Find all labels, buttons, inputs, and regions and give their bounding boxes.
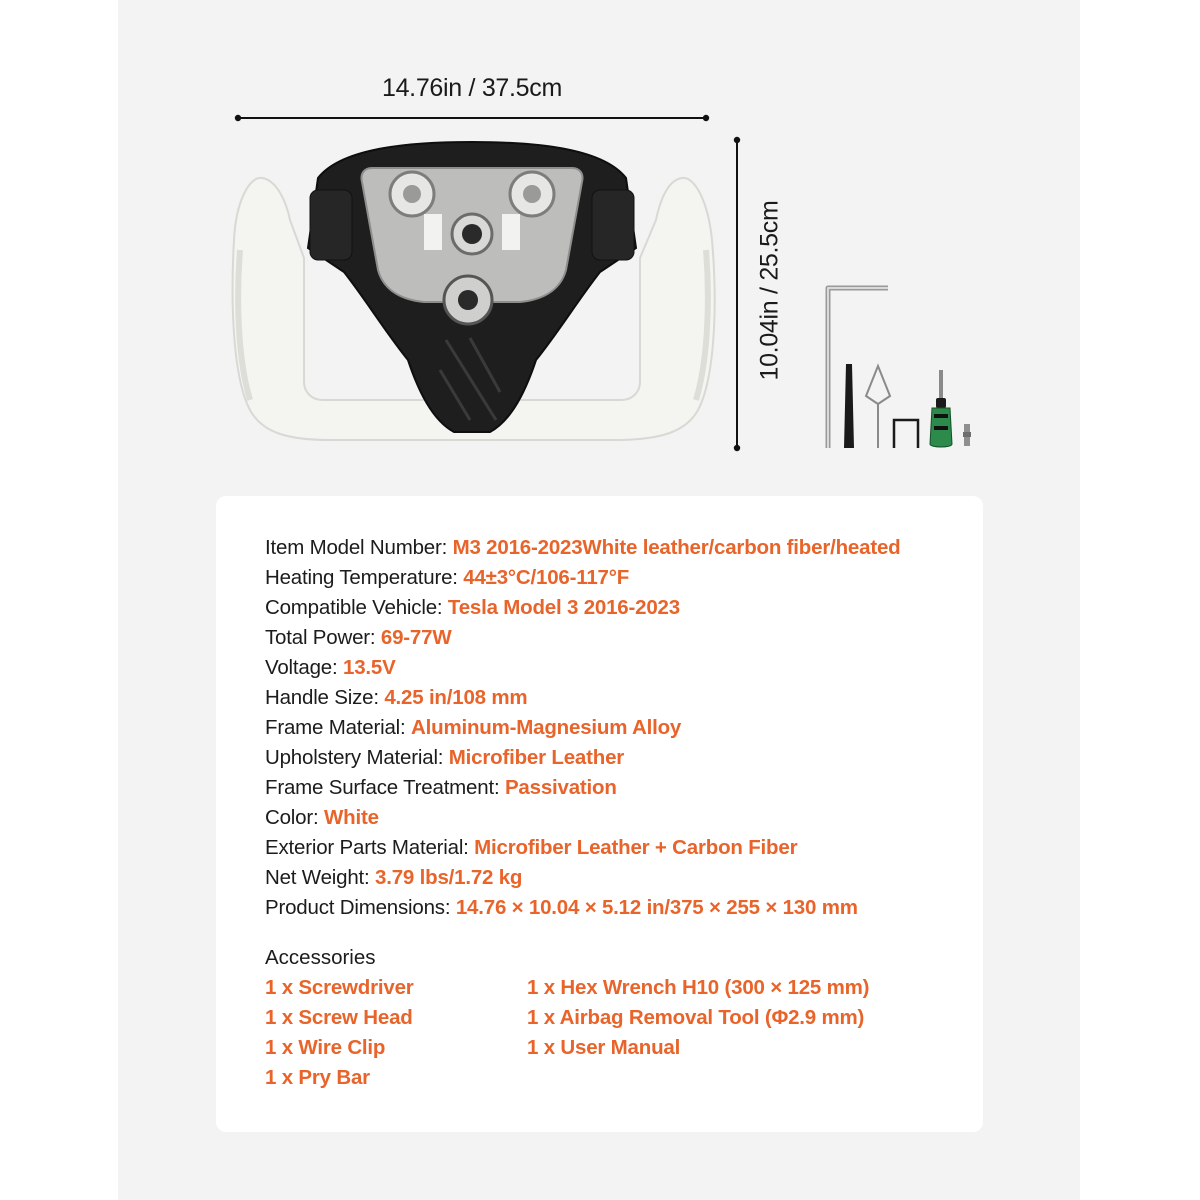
spec-row-frame-surface-treatment: Frame Surface Treatment: Passivation [265, 776, 617, 799]
accessory-item: 1 x Wire Clip [265, 1036, 386, 1059]
spec-row-model-number: Item Model Number: M3 2016-2023White leather/carbon fiber/heated [265, 536, 901, 559]
spec-row-handle-size: Handle Size: 4.25 in/108 mm [265, 686, 528, 709]
spec-row-exterior-parts-material: Exterior Parts Material: Microfiber Leather + Carbon Fiber [265, 836, 798, 859]
spec-row-color: Color: White [265, 806, 379, 829]
spec-row-upholstery-material: Upholstery Material: Microfiber Leather [265, 746, 625, 769]
spec-row-net-weight: Net Weight: 3.79 lbs/1.72 kg [265, 866, 523, 889]
spec-row-frame-material: Frame Material: Aluminum-Magnesium Alloy [265, 716, 682, 739]
spec-row-product-dimensions: Product Dimensions: 14.76 × 10.04 × 5.12 in/375 × 255 × 130 mm [265, 896, 858, 919]
screw-head-icon [963, 424, 971, 446]
steering-wheel-image [233, 142, 715, 440]
spec-list [265, 533, 900, 923]
accessory-item: 1 x Airbag Removal Tool (Φ2.9 mm) [527, 1006, 865, 1029]
accessory-item: 1 x User Manual [527, 1036, 681, 1059]
airbag-removal-tool-icon [866, 366, 890, 448]
accessories-column-1 [265, 973, 414, 1093]
spec-row-heating-temperature: Heating Temperature: 44±3°C/106-117°F [265, 566, 630, 589]
pry-bar-icon [844, 364, 854, 448]
accessory-item: 1 x Pry Bar [265, 1066, 370, 1089]
accessory-item: 1 x Screwdriver [265, 976, 414, 999]
spec-row-total-power: Total Power: 69-77W [265, 626, 452, 649]
height-dimension-label: 10.04in / 25.5cm [755, 200, 784, 381]
accessory-item: 1 x Screw Head [265, 1006, 413, 1029]
width-dimension-line [235, 115, 709, 121]
product-illustration [0, 0, 1200, 500]
accessory-item: 1 x Hex Wrench H10 (300 × 125 mm) [527, 976, 870, 999]
accessories-column-2 [527, 973, 869, 1063]
accessories-title: Accessories [265, 946, 376, 969]
width-dimension-label: 14.76in / 37.5cm [381, 74, 563, 102]
spec-row-compatible-vehicle: Compatible Vehicle: Tesla Model 3 2016-2023 [265, 596, 680, 619]
wire-clip-icon [894, 420, 918, 448]
height-dimension-line [734, 137, 740, 451]
spec-row-voltage: Voltage: 13.5V [265, 656, 396, 679]
screwdriver-icon [930, 370, 952, 447]
spec-card [216, 496, 983, 1132]
